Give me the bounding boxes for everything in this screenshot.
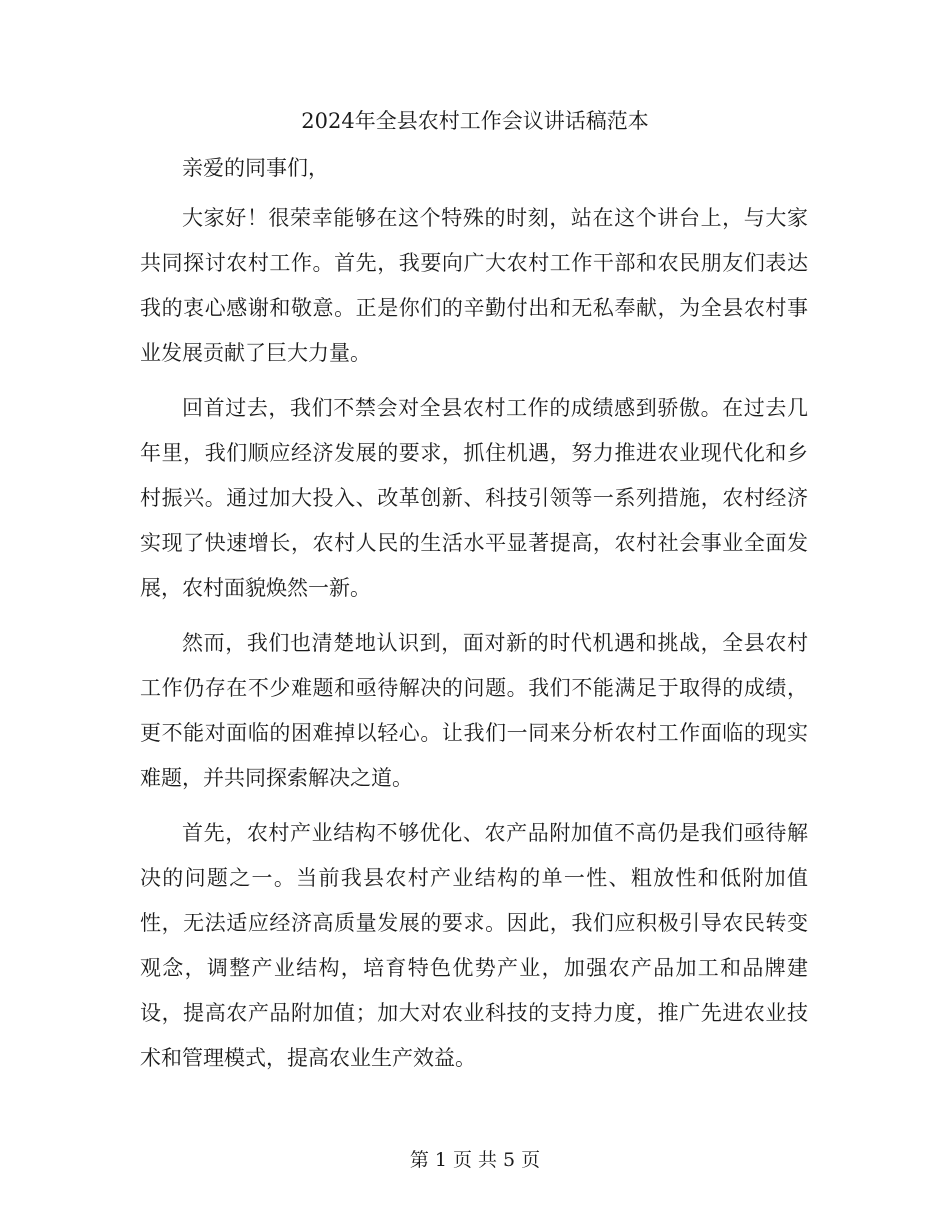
paragraph-1: 大家好！很荣幸能够在这个特殊的时刻，站在这个讲台上，与大家共同探讨农村工作。首先，我要向广大农村工作干部和农民朋友们表达我的衷心感谢和敬意。正是你们的辛勤付出和无私奉献，为全县农村事业发展贡献了巨大力量。 — [140, 206, 808, 365]
paragraph-4: 首先，农村产业结构不够优化、农产品附加值不高仍是我们亟待解决的问题之一。当前我县农村产业结构的单一性、粗放性和低附加值性，无法适应经济高质量发展的要求。因此，我们应积极引导农民转变观念，调整产业结构，培育特色优势产业，加强农产品加工和品牌建设，提高农产品附加值；加大对农业科技的支持力度，推广先进农业技术和管理模式，提高农业生产效益。 — [140, 821, 808, 1070]
document-body — [140, 150, 808, 1091]
page-number-footer: 第 1 页 共 5 页 — [409, 1149, 541, 1171]
paragraph-3: 然而，我们也清楚地认识到，面对新的时代机遇和挑战，全县农村工作仍存在不少难题和亟待解决的问题。我们不能满足于取得的成绩，更不能对面临的困难掉以轻心。让我们一同来分析农村工作面临的现实难题，并共同探索解决之道。 — [140, 631, 808, 790]
paragraph-2: 回首过去，我们不禁会对全县农村工作的成绩感到骄傲。在过去几年里，我们顺应经济发展的要求，抓住机遇，努力推进农业现代化和乡村振兴。通过加大投入、改革创新、科技引领等一系列措施，农村经济实现了快速增长，农村人民的生活水平显著提高，农村社会事业全面发展，农村面貌焕然一新。 — [140, 396, 808, 600]
salutation: 亲爱的同事们， — [182, 156, 329, 180]
document-title: 2024年全县农村工作会议讲话稿范本 — [301, 109, 649, 133]
